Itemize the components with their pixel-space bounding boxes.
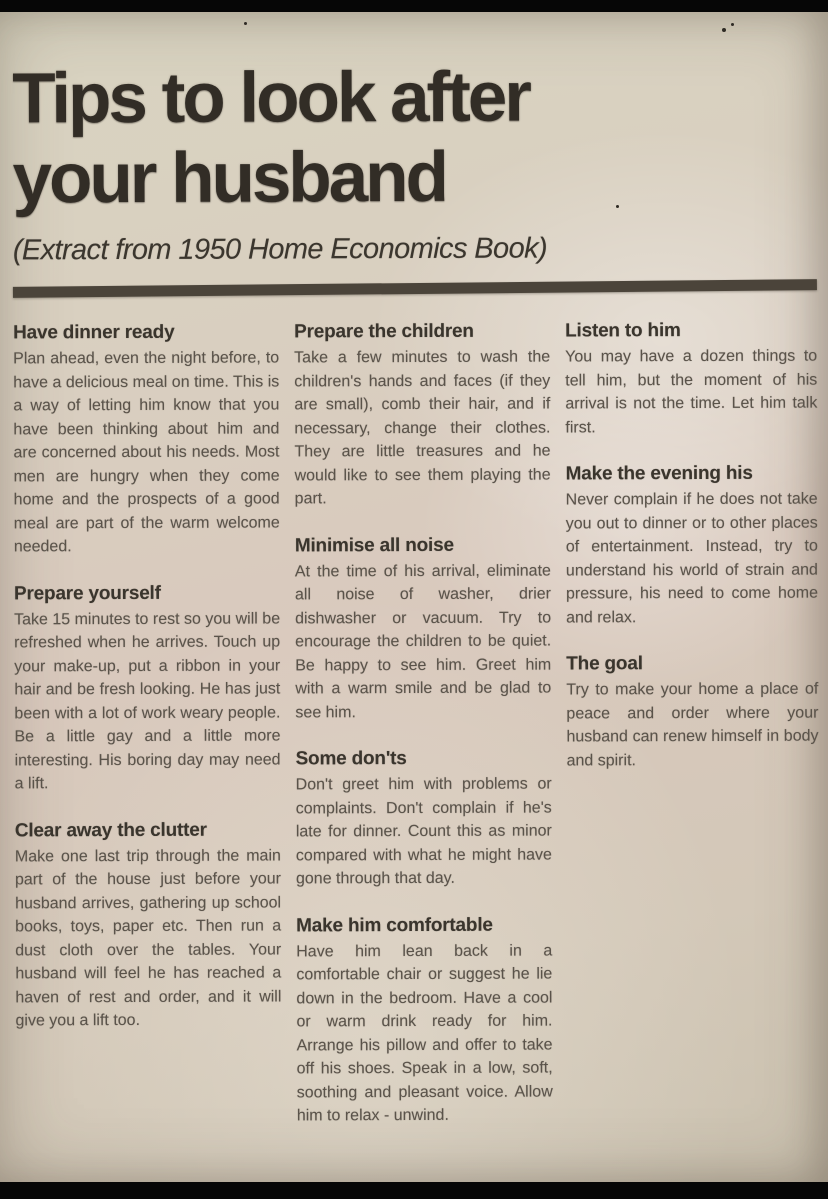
tip-heading: Listen to him: [565, 320, 681, 342]
tip-body: Try to make your home a place of peace and order where your husband can renew himself in body and spirit.: [566, 681, 819, 770]
page-content: [0, 11, 828, 1184]
bottom-border: [0, 1182, 828, 1199]
tip-body: Plan ahead, even the night before, to have a delicious meal on time. This is a way of letting him know that you have been thinking about him and are concerned about his needs. Most men are hungry when they come home and the prospects of a good meal are part of the warm welcome needed.: [13, 349, 280, 556]
tip-heading: Make the evening his: [565, 463, 753, 485]
tip-body: Don't greet him with problems or complaints. Don't complain if he's late for dinner. Count this as minor compared with what he might have gone through that day.: [295, 775, 552, 888]
tip-section-make-him-comfortable: [296, 914, 553, 1128]
tip-section-minimise-all-noise: [295, 534, 552, 724]
page-title: [12, 57, 817, 220]
tip-body: Take 15 minutes to rest so you will be refreshed when he arrives. Touch up your make-up, put a ribbon in your hair and be fresh looking. He has just been with a lot of work weary people. Be a little gay and a little more interesting. His boring day may need a lift.: [14, 610, 281, 793]
tip-section-some-donts: [296, 748, 552, 891]
tip-section-have-dinner-ready: [13, 322, 280, 559]
tip-heading: Make him comfortable: [296, 914, 493, 937]
tip-body: Never complain if he does not take you out to dinner or to other places of entertainment. Instead, try to understand his world of strain and pressure, his need to come home and relax.: [565, 491, 819, 627]
tip-heading: Clear away the clutter: [14, 819, 207, 842]
tip-heading: Have dinner ready: [13, 322, 175, 344]
page-title-line1: Tips to look after: [12, 57, 530, 139]
tip-heading: The goal: [566, 653, 643, 675]
tip-section-clear-away-the-clutter: [15, 819, 282, 1033]
tip-section-make-the-evening-his: [566, 463, 819, 630]
page-title-line2: your husband: [12, 138, 447, 219]
tip-body: You may have a dozen things to tell him, but the moment of his arrival is not the time. Let him talk first.: [565, 348, 818, 437]
tip-section-prepare-the-children: [294, 321, 551, 511]
tip-body: At the time of his arrival, eliminate all noise of washer, drier dishwasher or vacuum. Try to encourage the children to be quiet. Be happy to see him. Greet him with a warm smile and be glad to see him.: [294, 562, 552, 722]
tip-heading: Minimise all noise: [294, 534, 454, 557]
tip-heading: Some don'ts: [295, 748, 407, 770]
tip-body: Make one last trip through the main part of the house just before your husband arrives, gathering up school books, toys, paper etc. Then run a dust cloth over the tables. Your husband will feel he has reached a haven of rest and order, and it will give you a lift too.: [14, 847, 282, 1030]
tip-heading: Prepare the children: [294, 321, 474, 343]
column-1: [13, 322, 282, 1153]
article-columns: [13, 320, 820, 1153]
tip-heading: Prepare yourself: [13, 582, 161, 605]
tip-section-listen-to-him: [565, 320, 817, 440]
tip-section-prepare-yourself: [14, 582, 281, 796]
page-subtitle: (Extract from 1950 Home Economics Book): [12, 232, 548, 267]
tip-body: Have him lean back in a comfortable chair or suggest he lie down in the bedroom. Have a cool or warm drink ready for him. Arrange his pillow and offer to take off his shoes. Speak in a low, soft, soothing and pleasant voice. Allow him to relax - unwind.: [296, 942, 553, 1125]
divider-rule: [13, 280, 817, 299]
column-3: [565, 320, 820, 1151]
tip-section-the-goal: [566, 653, 818, 773]
column-2: [294, 321, 553, 1152]
magazine-page: [0, 12, 828, 1182]
tip-body: Take a few minutes to wash the children's hands and faces (if they are small), comb their hair, and if necessary, change their clothes. They are little treasures and he would like to see them playing the part.: [294, 348, 551, 508]
